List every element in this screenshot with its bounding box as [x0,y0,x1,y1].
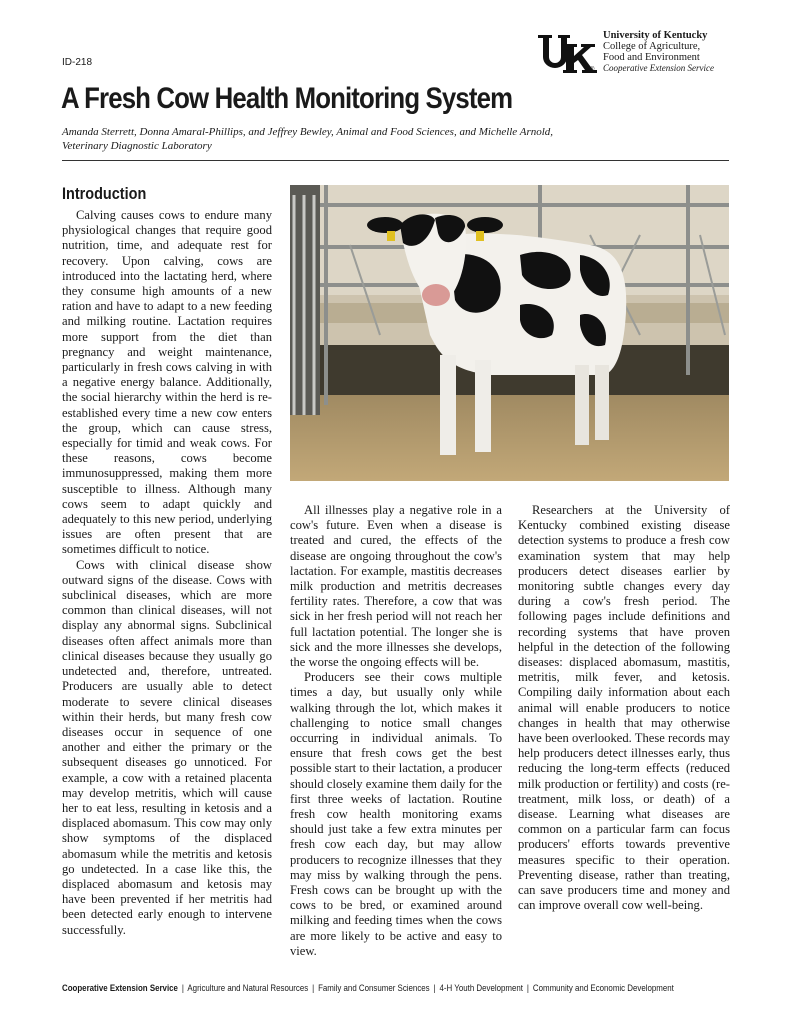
registered-mark: ® [590,67,595,73]
section-heading: Introduction [62,184,147,203]
footer-program: Community and Economic Development [532,983,674,993]
footer-separator: | [526,983,529,993]
uk-logo [536,32,598,76]
footer-program: Family and Consumer Sciences [318,983,430,993]
footer-program: Agriculture and Natural Resources [187,983,309,993]
header-divider [62,160,729,161]
paragraph: Producers see their cows multiple times a day, but usually only while walking through the lot, which makes it challenging to notice small changes occurring in individual animals. To ensure that fresh cows get the best possible start to their lactation, a producer should closely examine them daily for the first three weeks of lactation. Routine fresh cow health monitoring exams should just take a few extra minutes per fresh cow each day, but may allow producers to recognize illnesses that they may miss by walking through the pens. Fresh cows can be brought up with the cows to be bred, or examined around milking and feeding times when the cows are more likely to be active and easy to view. [290,670,502,958]
text-column-3 [518,503,730,913]
college-name-line2: Food and Environment [603,52,700,63]
authors: Amanda Sterrett, Donna Amaral-Phillips, and Jeffrey Bewley, Animal and Food Sciences, and Michelle Arnold, Veterinary Diagnostic Laboratory [62,126,554,152]
footer-programs [62,983,674,993]
document-id: ID-218 [62,57,93,68]
footer-lead: Cooperative Extension Service [62,983,178,993]
footer-program: 4-H Youth Development [439,983,523,993]
footer-separator: | [181,983,184,993]
paragraph: All illnesses play a negative role in a cow's future. Even when a disease is treated and cured, the effects of the disease are ongoing throughout the cow's lactation. For example, mastitis decreases milk production and metritis decreases fertility rates. Therefore, a cow that was sick in her fresh period will not reach her full lactation potential. The longer she is sick and the more illnesses she develops, the worse the ongoing effects will be. [290,503,502,670]
text-column-2 [290,503,502,959]
college-name: College of Agriculture, [603,41,701,52]
document-title: A Fresh Cow Health Monitoring System [61,82,513,115]
cow-photo [290,185,729,481]
paragraph: Calving causes cows to endure many physiological changes that require good nutrition, time, and adequate rest for recovery. Upon calving, cows are introduced into the lactating herd, where they consume high amounts of a new ration and have to adapt to a new feeding and milking routine. Lactation requires more support from the diet than pregnancy and weight maintenance, particularly in fresh cows calving in with a negative energy balance. Additionally, the social hierarchy within the herd is re-established every time a new cow enters the group, which can cause stress, especially for timid and weak cows. For these reasons, cows become immunosuppressed, making them more susceptible to illness. Although many cows seem to adapt quickly and adequately to this new period, underlying issues are often present that are sometimes difficult to notice. [62,208,272,557]
footer-separator: | [312,983,315,993]
paragraph: Cows with clinical disease show outward signs of the disease. Cows with subclinical diseases, which are more common than clinical diseases, will not display any abnormal signs. Subclinical diseases often affect animals more than clinical diseases because they usually go undetected and, therefore, untreated. Producers are usually able to detect moderate to severe clinical diseases within their herds, but many fresh cow diseases occur in sequence of one another and either the primary or the subsequent diseases go unnoticed. For example, a cow with a retained placenta may develop metritis, which will cause her to eat less, resulting in ketosis and a displaced abomasum. This cow may only show symptoms of the displaced abomasum while the metritis and ketosis go undetected. In a case like this, the displaced abomasum and ketosis may have been prevented if her metritis had been detected early enough to intervene successfully. [62,557,272,937]
text-column-1 [62,208,272,938]
footer-separator: | [433,983,436,993]
extension-service-name: Cooperative Extension Service [603,63,714,73]
university-unit [603,30,714,74]
paragraph: Researchers at the University of Kentucky combined existing disease detection systems to produce a fresh cow examination system that may help producers detect diseases earlier by monitoring subtle changes every day during a cow's fresh period. The following pages include definitions and recording systems that have proven helpful in the detection of the following diseases: displaced abomasum, mastitis, metritis, milk fever, and ketosis. Compiling daily information about each animal will enable producers to notice changes in health that may otherwise have been overlooked. These records may help producers detect illnesses early, thus reducing the long-term effects (reduced milk production or fertility) and costs (re-treatment, milk loss, or death) of a disease. Learning what diseases are common on a particular farm can focus producers' efforts towards preventive measures specific to their operation. Preventing disease, rather than treating, can save producers time and money and can improve overall cow well-being. [518,503,730,913]
university-name: University of Kentucky [603,30,708,41]
